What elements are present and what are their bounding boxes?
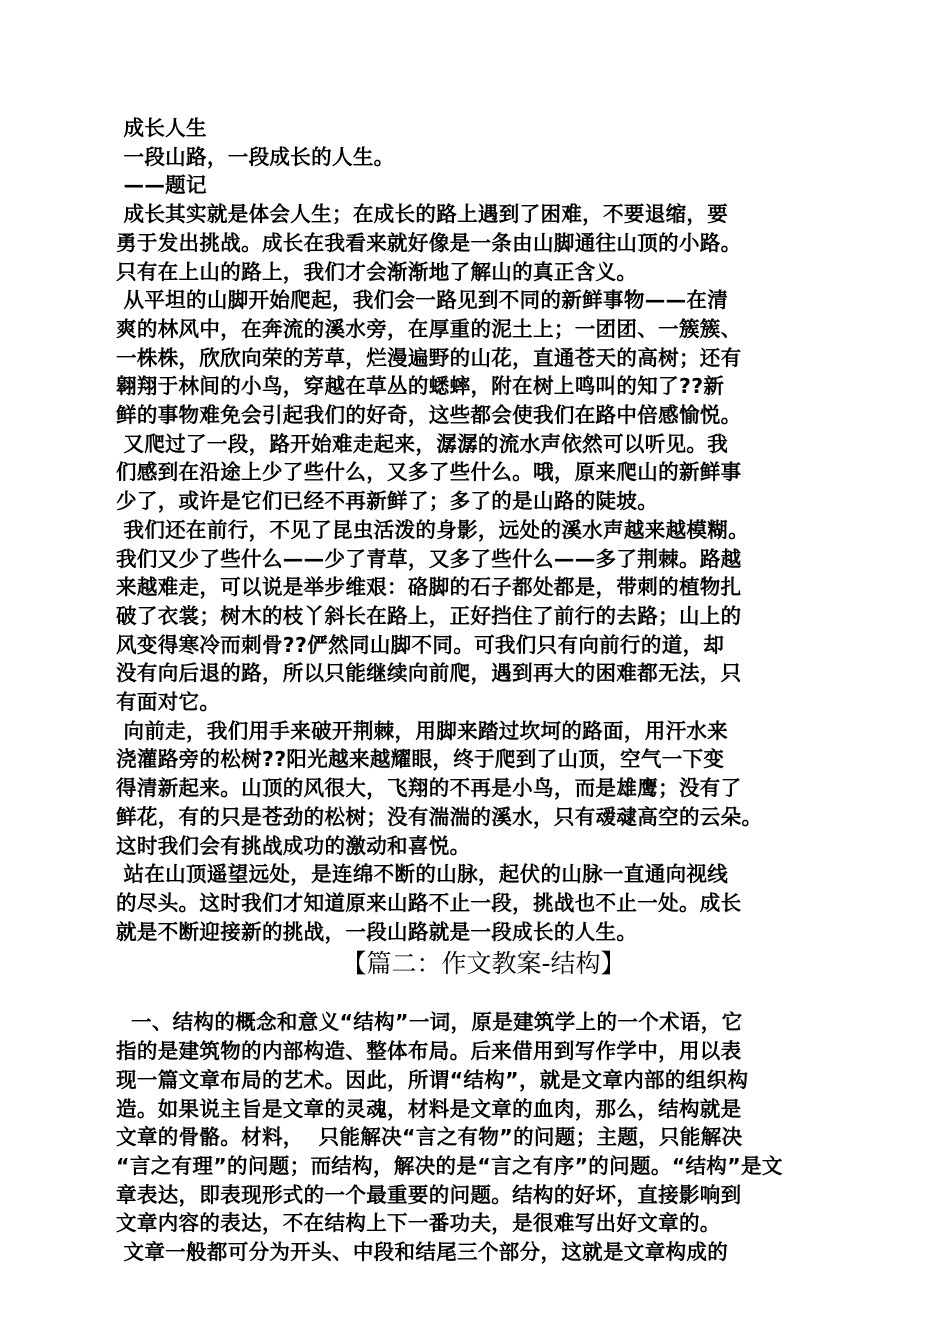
epigraph-attribution: ——题记 <box>116 173 207 198</box>
paragraph-line: 造。如果说主旨是文章的灵魂，材料是文章的血肉，那么，结构就是 <box>116 1096 742 1121</box>
paragraph-line: 没有向后退的路，所以只能继续向前爬，遇到再大的困难都无法，只 <box>116 661 742 686</box>
paragraph-line: 从平坦的山脚开始爬起，我们会一路见到不同的新鲜事物——在清 <box>116 288 729 313</box>
paragraph-line: 只有在上山的路上，我们才会渐渐地了解山的真正含义。 <box>116 259 638 284</box>
essay-title: 成长人生 <box>116 116 207 140</box>
paragraph-line: 章表达，即表现形式的一个最重要的问题。结构的好坏，直接影响到 <box>116 1182 742 1207</box>
paragraph-line: 这时我们会有挑战成功的激动和喜悦。 <box>116 833 471 858</box>
essay-structure-lesson <box>116 1008 851 1266</box>
paragraph-line: 指的是建筑物的内部构造、整体布局。后来借用到写作学中，用以表 <box>116 1039 742 1064</box>
paragraph-line: 向前走，我们用手来破开荆棘，用脚来踏过坎坷的路面，用汗水来 <box>116 718 729 743</box>
document-body <box>116 114 851 1267</box>
paragraph-line: “言之有理”的问题；而结构，解决的是“言之有序”的问题。“结构”是文 <box>116 1153 783 1178</box>
epigraph: 一段山路，一段成长的人生。 <box>116 144 395 169</box>
paragraph-line: 风变得寒冷而刺骨??俨然同山脚不同。可我们只有向前行的道，却 <box>116 632 725 657</box>
paragraph-line: 成长其实就是体会人生；在成长的路上遇到了困难，不要退缩，要 <box>116 202 729 227</box>
paragraph-line: 又爬过了一段，路开始难走起来，潺潺的流水声依然可以听见。我 <box>116 431 729 456</box>
paragraph-line: 得清新起来。山顶的风很大，飞翔的不再是小鸟，而是雄鹰；没有了 <box>116 776 742 801</box>
paragraph-line: 鲜的事物难免会引起我们的好奇，这些都会使我们在路中倍感愉悦。 <box>116 403 742 428</box>
paragraph-line: 我们还在前行，不见了昆虫活泼的身影，远处的溪水声越来越模糊。 <box>116 517 749 542</box>
paragraph-line: 们感到在沿途上少了些什么，又多了些什么。哦，原来爬山的新鲜事 <box>116 460 742 485</box>
paragraph-line: 有面对它。 <box>116 690 221 715</box>
paragraph-line: 破了衣裳；树木的枝丫斜长在路上，正好挡住了前行的去路；山上的 <box>116 603 742 628</box>
paragraph-line: 勇于发出挑战。成长在我看来就好像是一条由山脚通往山顶的小路。 <box>116 230 742 255</box>
paragraph-line: 一、结构的概念和意义“结构”一词，原是建筑学上的一个术语，它 <box>116 1010 743 1035</box>
paragraph-line: 鲜花，有的只是苍劲的松树；没有湍湍的溪水，只有叆叇高空的云朵。 <box>116 804 763 829</box>
paragraph-line: 一株株，欣欣向荣的芳草，烂漫遍野的山花，直通苍天的高树；还有 <box>116 345 742 370</box>
paragraph-line: 少了，或许是它们已经不再新鲜了；多了的是山路的陡坡。 <box>116 489 659 514</box>
paragraph-line: 的尽头。这时我们才知道原来山路不止一段，挑战也不止一处。成长 <box>116 890 742 915</box>
paragraph-line: 站在山顶遥望远处，是连绵不断的山脉，起伏的山脉一直通向视线 <box>116 862 729 887</box>
paragraph-line: 爽的林风中，在奔流的溪水旁，在厚重的泥土上；一团团、一簇簇、 <box>116 316 742 341</box>
paragraph-line: 文章的骨骼。材料， 只能解决“言之有物”的问题；主题，只能解决 <box>116 1125 743 1150</box>
paragraph-line: 来越难走，可以说是举步维艰：硌脚的石子都处都是，带刺的植物扎 <box>116 575 742 600</box>
paragraph-line: 我们又少了些什么——少了青草，又多了些什么——多了荆棘。路越 <box>116 546 742 571</box>
paragraph-line: 文章内容的表达，不在结构上下一番功夫，是很难写出好文章的。 <box>116 1211 721 1236</box>
paragraph-line: 就是不断迎接新的挑战，一段山路就是一段成长的人生。 <box>116 919 638 944</box>
paragraph-line: 翱翔于林间的小鸟，穿越在草丛的蟋蟀，附在树上鸣叫的知了??新 <box>116 374 725 399</box>
essay-growth-life <box>116 114 851 946</box>
paragraph-line: 浇灌路旁的松树??阳光越来越耀眼，终于爬到了山顶，空气一下变 <box>116 747 725 772</box>
paragraph-line: 现一篇文章布局的艺术。因此，所谓“结构”，就是文章内部的组织构 <box>116 1067 749 1092</box>
paragraph-line: 文章一般都可分为开头、中段和结尾三个部分，这就是文章构成的 <box>116 1240 729 1265</box>
section-heading: 【篇二：作文教案-结构】 <box>341 949 626 979</box>
